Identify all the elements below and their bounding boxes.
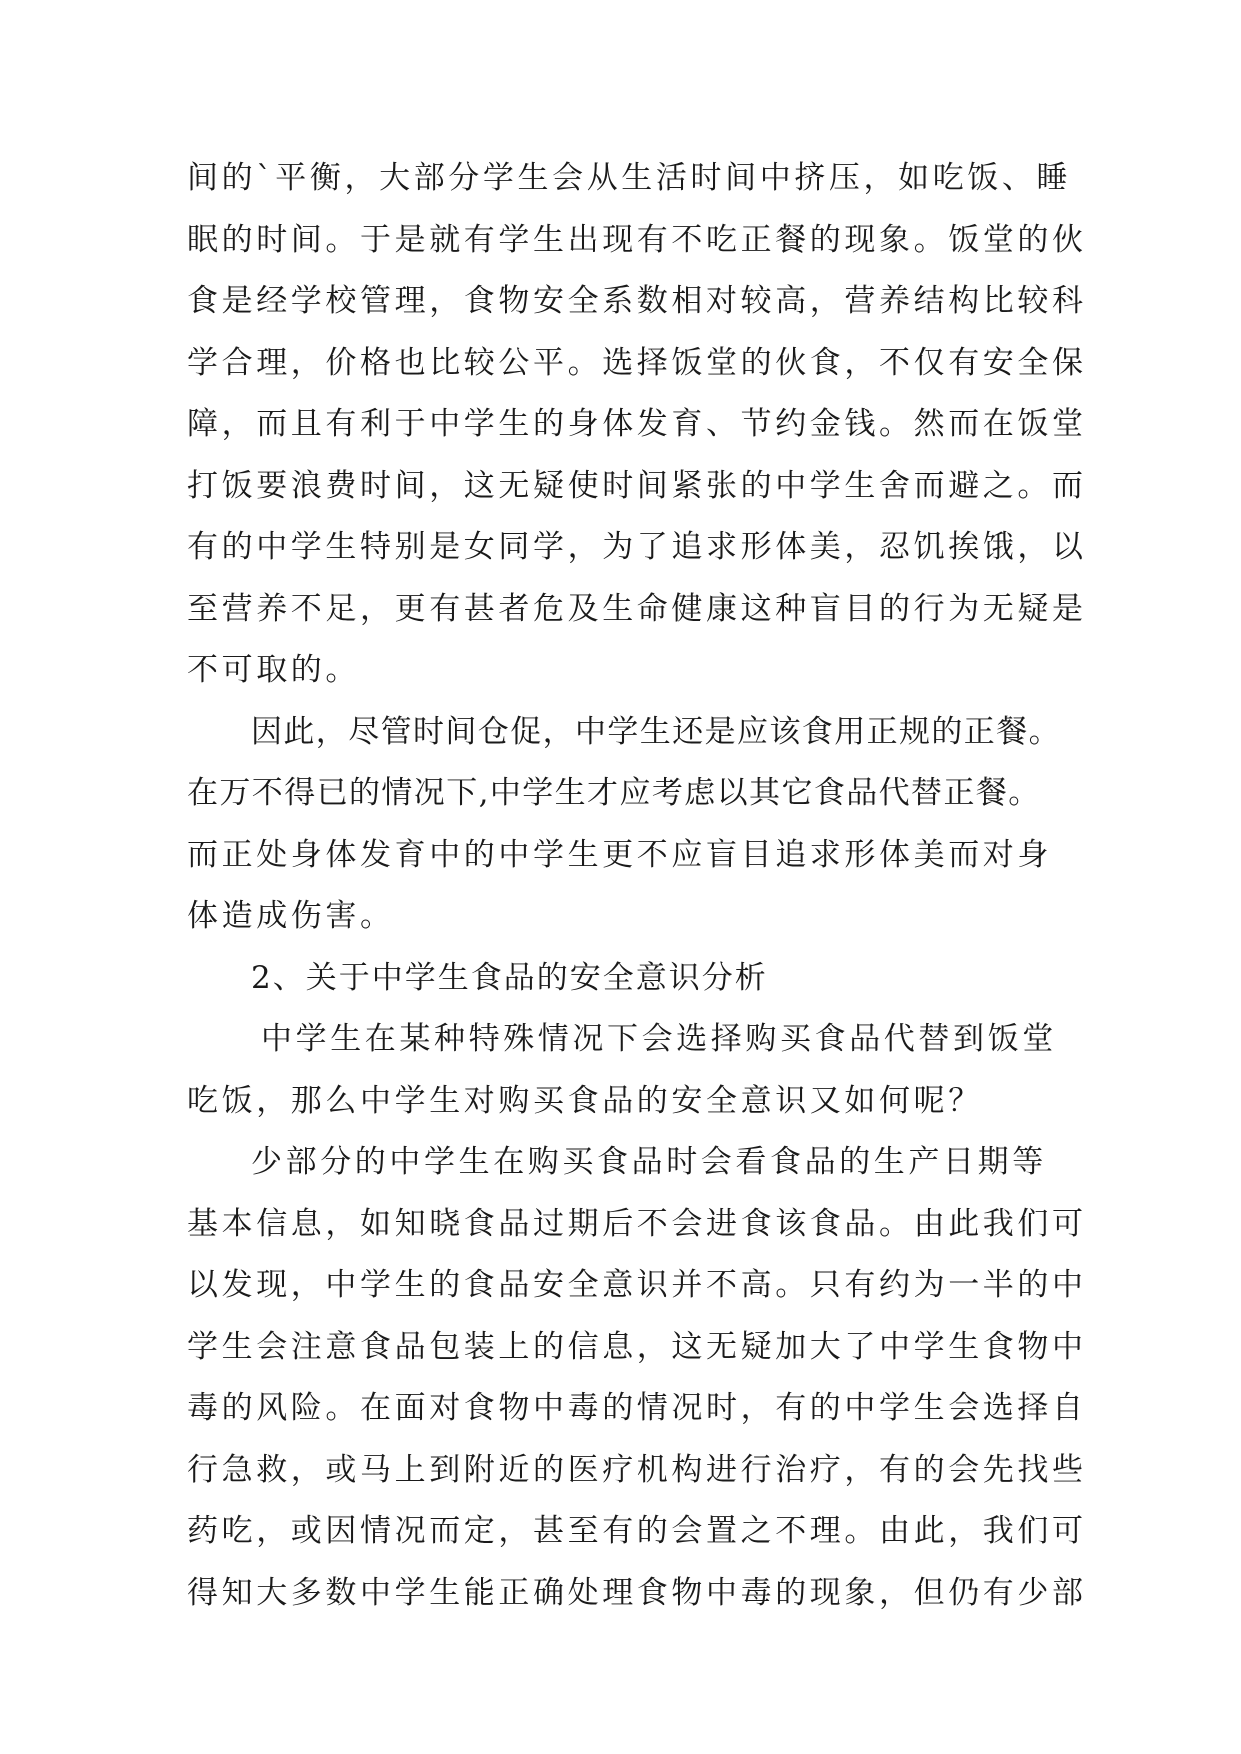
text-line: 不可取的。	[187, 652, 360, 688]
text-line: 学生会注意食品包装上的信息，这无疑加大了中学生食物中	[187, 1328, 1087, 1365]
text-line: 以发现，中学生的食品安全意识并不高。只有约为一半的中	[187, 1267, 1087, 1303]
text-line: 行急救，或马上到附近的医疗机构进行治疗，有的会先找些	[187, 1451, 1087, 1488]
text-line: 而正处身体发育中的中学生更不应盲目追求形体美而对身	[187, 836, 1052, 873]
text-line: 体造成伤害。	[187, 898, 395, 934]
text-line: 吃饭，那么中学生对购买食品的安全意识又如何呢？	[187, 1082, 983, 1119]
text-line: 有的中学生特别是女同学，为了追求形体美，忍饥挨饿，以	[187, 529, 1087, 565]
text-line: 在万不得已的情况下,中学生才应考虑以其它食品代替正餐。	[187, 775, 1041, 811]
text-line: 障，而且有利于中学生的身体发育、节约金钱。然而在饭堂	[187, 406, 1087, 442]
paragraph-conclusion	[187, 702, 1067, 948]
text-line: 学合理，价格也比较公平。选择饭堂的伙食，不仅有安全保	[187, 344, 1087, 381]
text-line: 毒的风险。在面对食物中毒的情况时，有的中学生会选择自	[187, 1390, 1087, 1426]
text-line: 间的`平衡，大部分学生会从生活时间中挤压，如吃饭、睡	[187, 160, 1072, 196]
text-line: 药吃，或因情况而定，甚至有的会置之不理。由此，我们可	[187, 1513, 1087, 1549]
paragraph-safety-awareness	[187, 1132, 1087, 1624]
text-line: 基本信息，如知晓食品过期后不会进食该食品。由此我们可	[187, 1205, 1087, 1242]
text-line: 眠的时间。于是就有学生出现有不吃正餐的现象。饭堂的伙	[187, 221, 1087, 258]
paragraph-question	[187, 1009, 1067, 1132]
document-body	[187, 148, 1087, 1624]
text-line: 少部分的中学生在购买食品时会看食品的生产日期等	[251, 1144, 1047, 1180]
text-line: 打饭要浪费时间，这无疑使时间紧张的中学生舍而避之。而	[187, 467, 1087, 504]
paragraph-meal-balance	[187, 148, 1087, 702]
text-line: 得知大多数中学生能正确处理食物中毒的现象，但仍有少部	[187, 1574, 1087, 1611]
text-line: 食是经学校管理，食物安全系数相对较高，营养结构比较科	[187, 283, 1087, 319]
section-heading	[187, 948, 1067, 1010]
text-line: 中学生在某种特殊情况下会选择购买食品代替到饭堂	[261, 1021, 1057, 1057]
text-line: 至营养不足，更有甚者危及生命健康这种盲目的行为无疑是	[187, 590, 1087, 627]
section-heading-text: 2、关于中学生食品的安全意识分析	[251, 959, 768, 996]
text-line: 因此，尽管时间仓促，中学生还是应该食用正规的正餐。	[251, 713, 1061, 750]
